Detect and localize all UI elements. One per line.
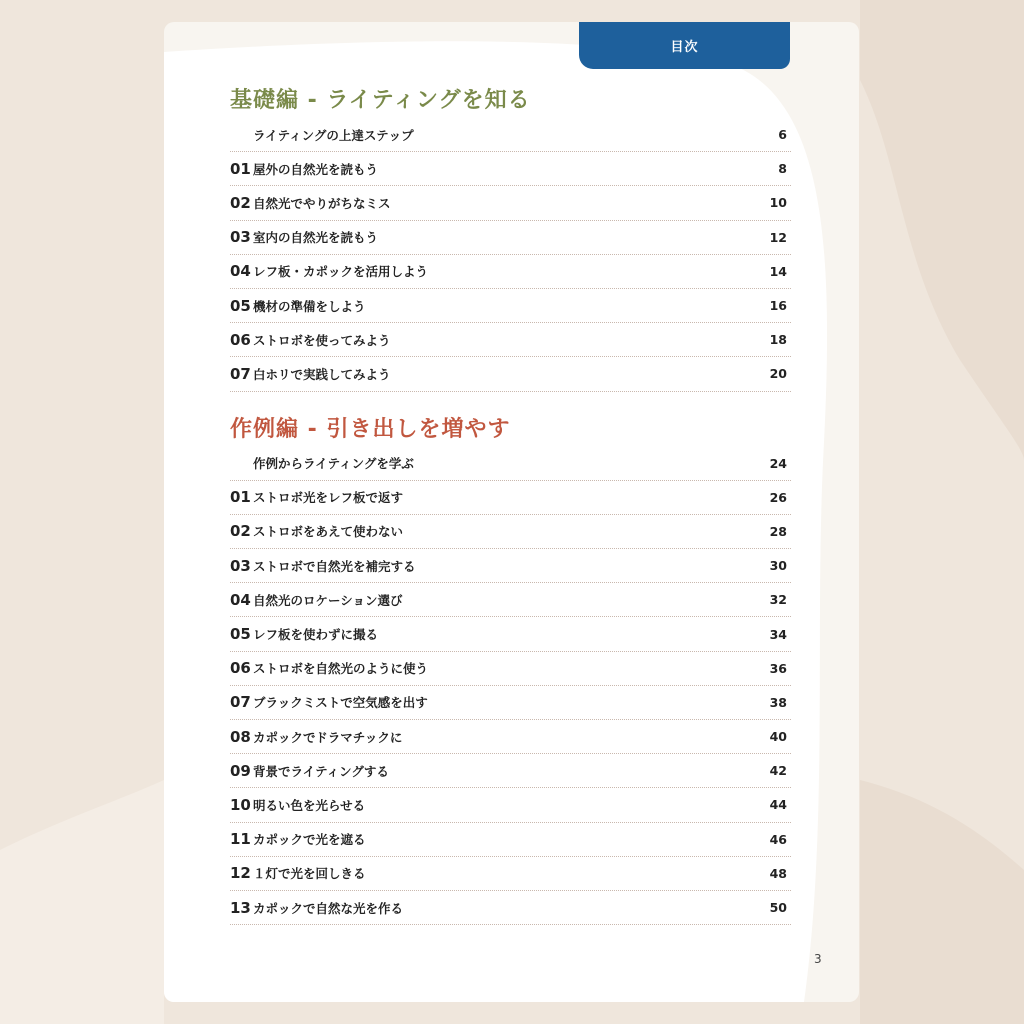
- toc-entry-page: 48: [769, 865, 787, 881]
- toc-entry-number: 05: [230, 625, 251, 644]
- toc-entry-label: 自然光でやりがちなミス: [253, 195, 391, 211]
- section-title: 基礎編 - ライティングを知る: [230, 88, 531, 113]
- toc-entry-page: 34: [769, 626, 787, 642]
- bg-blob-top-right: [860, 0, 1024, 460]
- toc-entry-label: ストロボを自然光のように使う: [253, 661, 429, 677]
- section-title: 作例編 - 引き出しを増やす: [230, 416, 511, 442]
- toc-entry-label: カポックでドラマチックに: [253, 729, 403, 745]
- toc-entry-label: 背景でライティングする: [253, 763, 389, 779]
- toc-entry-number: 13: [230, 898, 251, 917]
- toc-entry-number: 09: [230, 761, 251, 780]
- toc-entry-page: 40: [769, 729, 787, 745]
- toc-entry-number: 03: [230, 228, 251, 247]
- toc-entry-label: ストロボで自然光を補完する: [253, 558, 416, 574]
- toc-entry[interactable]: [230, 323, 791, 357]
- toc-entry-number: 03: [230, 556, 251, 575]
- toc-entry-page: 36: [769, 660, 787, 676]
- bg-blob-left-bottom: [0, 780, 164, 1024]
- toc-entry[interactable]: [230, 221, 791, 255]
- toc-entry[interactable]: [230, 255, 791, 289]
- toc-entry-page: 12: [769, 229, 787, 245]
- toc-entry-number: 04: [230, 590, 251, 609]
- toc-entry[interactable]: [230, 447, 791, 481]
- toc-entry-number: 06: [230, 330, 251, 349]
- toc-entry-label: 白ホリで実践してみよう: [253, 366, 391, 382]
- toc-entry-page: 8: [778, 161, 787, 177]
- toc-entry[interactable]: [230, 891, 791, 925]
- toc-entry-number: 04: [230, 262, 251, 281]
- toc-entry[interactable]: [230, 357, 791, 391]
- toc-entry-number: 10: [230, 795, 251, 814]
- toc-entry-page: 44: [769, 797, 787, 813]
- toc-entry[interactable]: [230, 481, 791, 515]
- toc-tab-label: 目次: [670, 40, 699, 55]
- toc-entry-label: レフ板・カポックを活用しよう: [253, 264, 429, 280]
- toc-entry-number: 08: [230, 727, 251, 746]
- toc-entry-number: 02: [230, 193, 251, 212]
- toc-entry-label: １灯で光を回しきる: [253, 866, 366, 882]
- toc-entry-label: カポックで自然な光を作る: [253, 900, 404, 916]
- toc-entry[interactable]: [230, 754, 791, 788]
- toc-entry[interactable]: [230, 583, 791, 617]
- toc-entry-page: 10: [769, 195, 787, 211]
- toc-list: [230, 118, 791, 392]
- toc-entry-label: 屋外の自然光を読もう: [253, 161, 379, 177]
- toc-entry-label: 自然光のロケーション選び: [253, 592, 403, 608]
- toc-entry-number: 11: [230, 830, 251, 849]
- toc-entry[interactable]: [230, 720, 791, 754]
- toc-entry-label: ストロボ光をレフ板で返す: [253, 490, 404, 506]
- toc-content: [230, 84, 791, 925]
- toc-entry-number: 01: [230, 488, 251, 507]
- toc-entry-page: 6: [778, 127, 787, 143]
- toc-entry-page: 30: [769, 558, 787, 574]
- toc-entry-page: 42: [769, 763, 787, 779]
- toc-entry-page: 26: [769, 489, 787, 505]
- toc-page: [164, 22, 859, 1002]
- toc-entry-number: 01: [230, 159, 251, 178]
- toc-entry[interactable]: [230, 549, 791, 583]
- toc-entry[interactable]: [230, 515, 791, 549]
- toc-entry[interactable]: [230, 686, 791, 720]
- toc-entry[interactable]: [230, 152, 791, 186]
- toc-entry[interactable]: [230, 788, 791, 822]
- toc-entry[interactable]: [230, 118, 791, 152]
- toc-entry-page: 38: [769, 694, 787, 710]
- section-examples: [230, 413, 791, 926]
- toc-entry-number: 12: [230, 864, 251, 883]
- toc-entry[interactable]: [230, 823, 791, 857]
- bg-blob-right-bottom: [860, 780, 1024, 1024]
- toc-entry-label: レフ板を使わずに撮る: [253, 627, 379, 643]
- toc-entry-label: ライティングの上達ステップ: [253, 127, 414, 143]
- toc-entry-page: 46: [769, 831, 787, 847]
- toc-entry-number: 06: [230, 659, 251, 678]
- toc-entry-number: 07: [230, 693, 251, 712]
- toc-entry-page: 28: [769, 523, 787, 539]
- toc-entry-label: ブラックミストで空気感を出す: [253, 695, 428, 711]
- toc-entry-label: 機材の準備をしよう: [253, 298, 366, 314]
- toc-entry[interactable]: [230, 652, 791, 686]
- toc-entry-number: 02: [230, 522, 251, 541]
- toc-entry-label: 室内の自然光を読もう: [253, 230, 379, 246]
- section-basics: [230, 84, 791, 392]
- toc-entry-label: カポックで光を遮る: [253, 832, 366, 848]
- toc-entry-page: 16: [769, 298, 787, 314]
- toc-entry-page: 20: [769, 366, 787, 382]
- toc-entry-page: 24: [769, 455, 787, 471]
- toc-entry-page: 14: [769, 263, 787, 279]
- toc-entry[interactable]: [230, 289, 791, 323]
- toc-entry-label: 作例からライティングを学ぶ: [253, 456, 414, 472]
- toc-entry-label: ストロボをあえて使わない: [253, 524, 404, 540]
- toc-entry[interactable]: [230, 857, 791, 891]
- toc-entry-number: 05: [230, 296, 251, 315]
- page-number: 3: [814, 952, 822, 966]
- toc-entry-label: 明るい色を光らせる: [253, 797, 366, 813]
- toc-entry[interactable]: [230, 617, 791, 651]
- toc-entry-page: 18: [769, 332, 787, 348]
- toc-entry-label: ストロボを使ってみよう: [253, 332, 391, 348]
- toc-entry-page: 50: [769, 900, 787, 916]
- toc-tab: [579, 22, 790, 69]
- toc-entry-number: 07: [230, 364, 251, 383]
- toc-list: [230, 447, 791, 926]
- toc-entry[interactable]: [230, 186, 791, 220]
- toc-entry-page: 32: [769, 592, 787, 608]
